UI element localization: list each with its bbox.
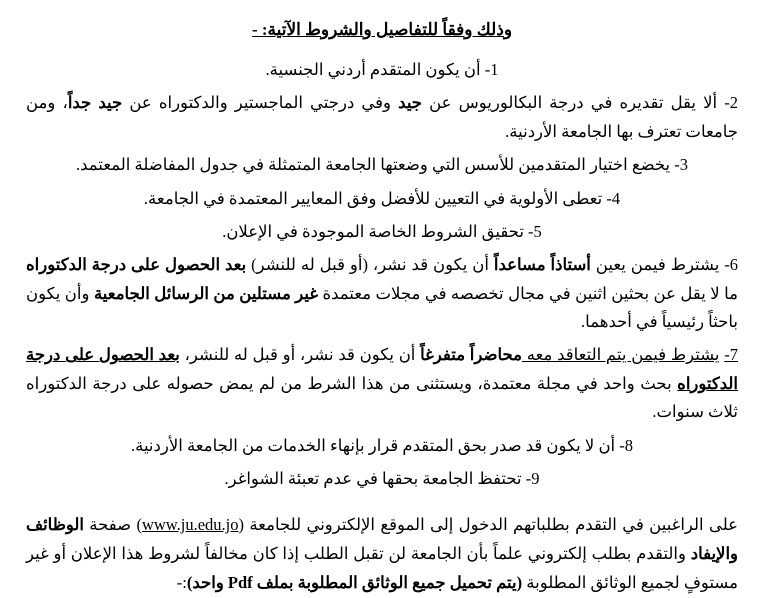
clause-number-6: 6- <box>724 255 739 275</box>
clause-item-7 <box>26 341 738 426</box>
clause-number-5: 5- <box>528 221 542 241</box>
clause-text-3: يخضع اختيار المتقدمين للأسس التي وضعتها الجامعة المتمثلة في جدول المفاضلة المعتمد. <box>75 155 671 175</box>
clause-number-7: 7- <box>724 345 739 365</box>
clause-item-8 <box>26 432 738 460</box>
clause-number-3: 3- <box>674 155 689 175</box>
clause-item-2 <box>26 89 738 146</box>
clause-text-2b: جيد <box>398 93 422 113</box>
clause-text-7d: بعد الحصول على درجة الدكتوراه <box>26 345 738 393</box>
clause-text-6g: وأن يكون باحثاً رئيسياً في أحدهما. <box>26 283 738 331</box>
clause-item-9 <box>26 465 738 493</box>
clause-item-5 <box>26 218 738 246</box>
clause-text-6b: أستاذاً مساعداً <box>493 255 591 275</box>
clause-text-6d: بعد الحصول على درجة الدكتوراه <box>26 255 247 275</box>
clause-text-4: تعطى الأولوية في التعيين للأفضل وفق المعايير المعتمدة في الجامعة. <box>143 188 603 208</box>
clause-item-6 <box>26 251 738 336</box>
clause-number-9: 9- <box>525 468 540 488</box>
clause-number-1: 1- <box>484 60 499 79</box>
clause-item-3 <box>26 151 738 179</box>
clause-list <box>26 56 738 493</box>
page-title: وذلك وفقاً للتفاصيل والشروط الآتية: - <box>251 20 513 39</box>
clause-text-1: أن يكون المتقدم أردني الجنسية. <box>265 60 481 79</box>
clause-text-6a: يشترط فيمن يعين <box>590 255 720 275</box>
clause-text-9: تحتفظ الجامعة بحقها في عدم تعبئة الشواغر. <box>224 468 522 488</box>
clause-text-2a: ألا يقل تقديره في درجة البكالوريوس عن <box>422 93 718 113</box>
clause-text-6f: غير مستلين من الرسائل الجامعية <box>93 283 318 303</box>
footer-jobs-page-label: الوظائف والإيفاد <box>26 515 738 564</box>
footer-text-b: ) صفحة <box>83 515 142 535</box>
clause-text-6c: أن يكون قد نشر، (أو قبل له للنشر) <box>246 255 494 275</box>
footer-paragraph <box>26 511 738 598</box>
clause-text-7b: محاضراً متفرغاً <box>420 345 522 365</box>
clause-number-8: 8- <box>619 435 634 455</box>
footer-pdf-note: (يتم تحميل جميع الوثائق المطلوبة بملف Pdf واحد) <box>186 573 523 592</box>
footer-note <box>26 511 738 598</box>
clause-text-8: أن لا يكون قد صدر بحق المتقدم قرار بإنهاء الخدمات من الجامعة الأردنية. <box>130 435 616 455</box>
clause-text-2e: ، ومن جامعات تعترف بها الجامعة الأردنية. <box>26 93 738 141</box>
university-website-link[interactable]: www.ju.edu.jo <box>141 515 239 535</box>
clause-text-7a: يشترط فيمن يتم التعاقد معه <box>521 345 720 365</box>
clause-text-2c: وفي درجتي الماجستير والدكتوراه عن <box>122 93 399 113</box>
clause-text-5: تحقيق الشروط الخاصة الموجودة في الإعلان. <box>222 221 524 241</box>
clause-text-2d: جيد جداً <box>67 93 123 113</box>
footer-text-a: على الراغبين في التقدم بطلباتهم الدخول إلى الموقع الإلكتروني للجامعة ( <box>238 515 738 535</box>
clause-item-4 <box>26 185 738 213</box>
clause-number-4: 4- <box>606 188 621 208</box>
clause-text-7e: بحث واحد في مجلة معتمدة، ويستثنى من هذا الشرط من لم يمض حصوله على درجة الدكتوراه ثلاث سنوات. <box>26 373 738 422</box>
clause-text-7c: أن يكون قد نشر، أو قبل له للنشر، <box>179 345 421 365</box>
clause-number-2: 2- <box>724 93 738 113</box>
clause-text-6e: ما لا يقل عن بحثين اثنين في مجال تخصصه في مجلات معتمدة <box>317 283 739 303</box>
footer-text-c: والتقدم بطلب إلكتروني علماً بأن الجامعة لن تقبل الطلب إذا كان مخالفاً لشروط هذا الإعلان أو غير مستوفٍ لجميع الوثائق المطلوبة <box>26 544 738 592</box>
clause-item-1 <box>26 56 738 84</box>
footer-text-d: :- <box>176 573 187 592</box>
